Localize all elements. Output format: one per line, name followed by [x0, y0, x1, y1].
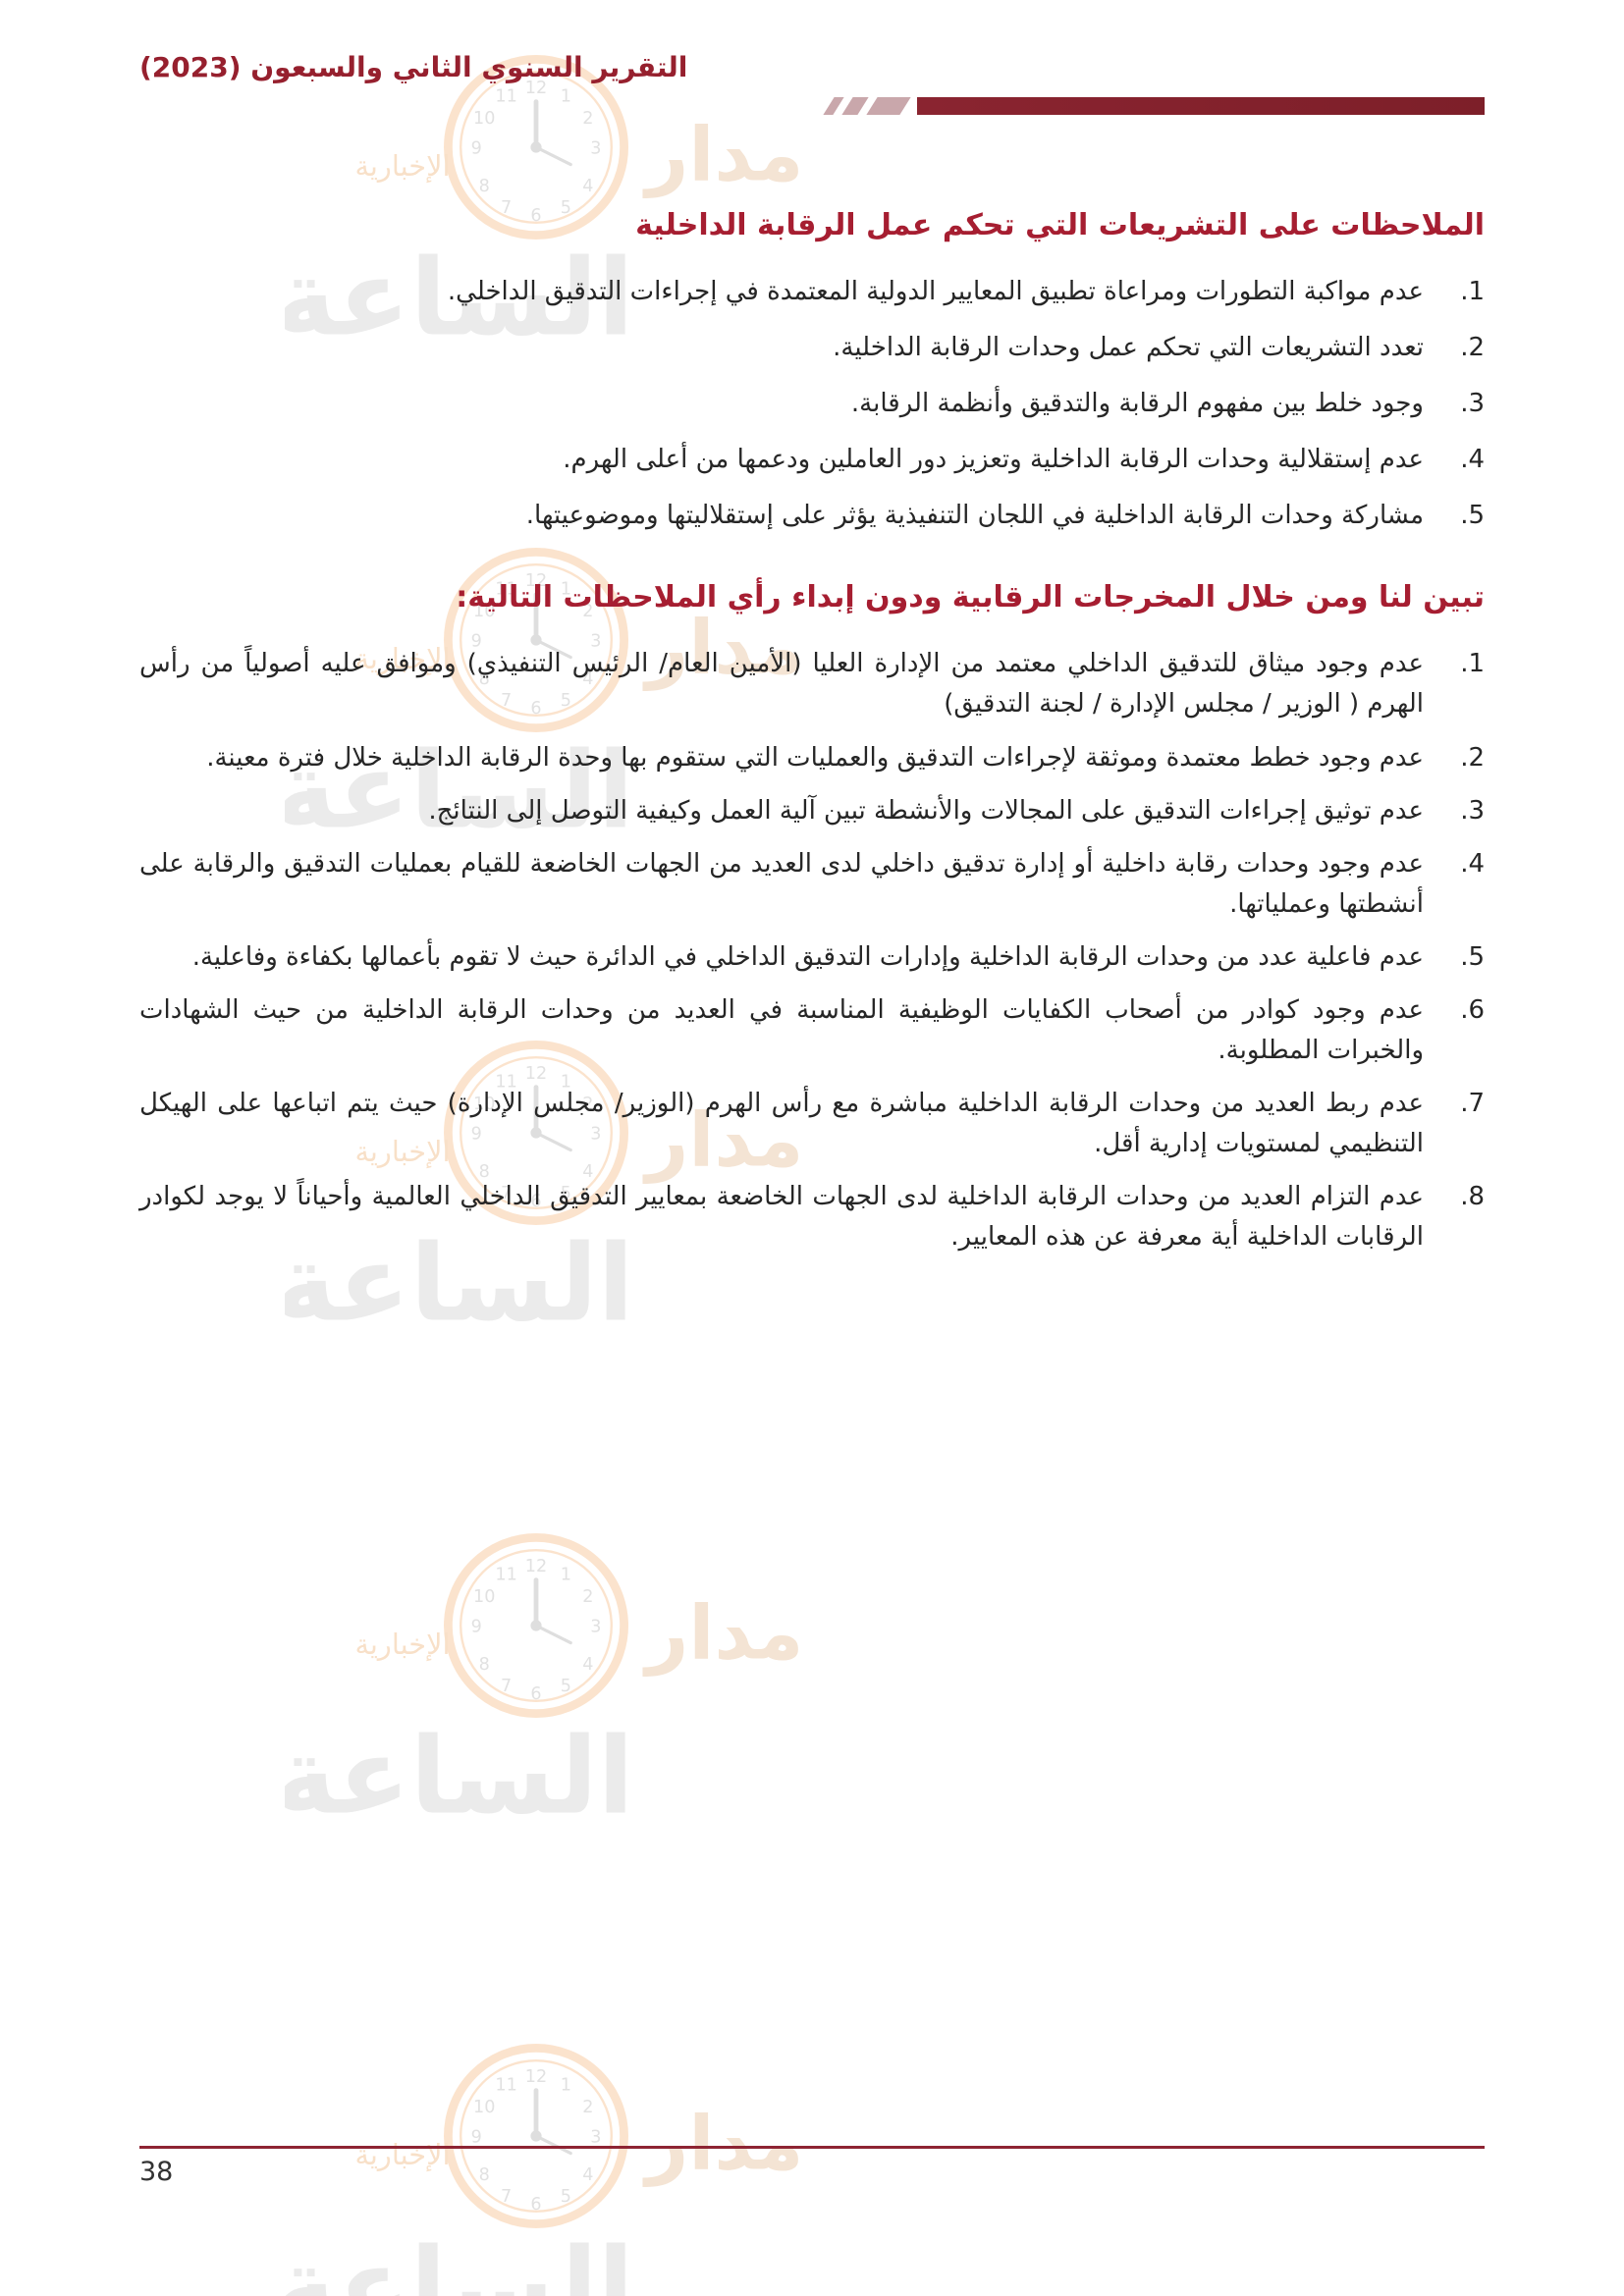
list-item — [139, 328, 1485, 368]
list-item — [139, 272, 1485, 312]
item-text: عدم وجود وحدات رقابة داخلية أو إدارة تدقيق داخلي لدى العديد من الجهات الخاضعة للقيام بعمليات التدقيق والرقابة على أنشطتها وعملياتها. — [139, 848, 1424, 919]
item-number: .3 — [1460, 795, 1485, 826]
item-number: .4 — [1460, 848, 1485, 879]
list-item — [139, 496, 1485, 536]
bar-segment — [841, 97, 868, 115]
item-text: عدم وجود كوادر من أصحاب الكفايات الوظيفية المناسبة في العديد من وحدات الرقابة الداخلية من حيث الشهادات والخبرات المطلوبة. — [139, 994, 1424, 1066]
list-item — [139, 644, 1485, 724]
list-item — [139, 1084, 1485, 1164]
item-text: مشاركة وحدات الرقابة الداخلية في اللجان التنفيذية يؤثر على إستقلاليتها وموضوعيتها. — [525, 501, 1424, 531]
section2-list — [139, 644, 1485, 1257]
item-text: عدم توثيق إجراءات التدقيق على المجالات والأنشطة تبين آلية العمل وكيفية التوصل إلى النتائج. — [428, 795, 1424, 826]
header-decorative-bar — [829, 97, 1485, 115]
item-number: .5 — [1460, 501, 1485, 531]
page-number: 38 — [139, 2157, 174, 2187]
watermark-logo — [285, 1492, 835, 1861]
item-text: عدم ربط العديد من وحدات الرقابة الداخلية مباشرة مع رأس الهرم (الوزير/ مجلس الإدارة) حيث يتم اتباعها على الهيكل التنظيمي لمستويات إدارية أقل. — [139, 1089, 1424, 1159]
list-item — [139, 990, 1485, 1071]
list-item — [139, 384, 1485, 424]
item-text: تعدد التشريعات التي تحكم عمل وحدات الرقابة الداخلية. — [833, 333, 1424, 363]
section2-heading: تبين لنا ومن خلال المخرجات الرقابية ودون إبداء رأي الملاحظات التالية: — [456, 580, 1485, 615]
item-number: .4 — [1460, 445, 1485, 475]
bar-main — [917, 97, 1485, 115]
list-item — [139, 440, 1485, 480]
list-item — [139, 844, 1485, 925]
list-item — [139, 1177, 1485, 1257]
item-text: عدم إستقلالية وحدات الرقابة الداخلية وتعزيز دور العاملين ودعمها من أعلى الهرم. — [563, 445, 1424, 475]
footer-rule — [139, 2146, 1485, 2149]
list-item — [139, 791, 1485, 831]
item-text: عدم وجود ميثاق للتدقيق الداخلي معتمد من الإدارة العليا (الأمين العام/ الرئيس التنفيذي) وموافق عليه أصولياً من رأس الهرم ( الوزير / مجلس الإدارة / لجنة التدقيق) — [139, 649, 1424, 720]
section1-list — [139, 272, 1485, 536]
item-number: .5 — [1460, 941, 1485, 972]
bar-segment — [823, 97, 843, 115]
item-number: .7 — [1460, 1089, 1485, 1119]
item-text: وجود خلط بين مفهوم الرقابة والتدقيق وأنظمة الرقابة. — [850, 389, 1424, 419]
item-number: .8 — [1460, 1182, 1485, 1212]
item-text: عدم وجود خطط معتمدة وموثقة لإجراءات التدقيق والعمليات التي ستقوم بها وحدة الرقابة الداخلية خلال فترة معينة. — [206, 742, 1424, 773]
report-header-title: التقرير السنوي الثاني والسبعون (2023) — [139, 51, 688, 83]
item-text: عدم التزام العديد من وحدات الرقابة الداخلية لدى الجهات الخاضعة بمعايير التدقيق الداخلي العالمية وأحياناً لا يوجد لكوادر الرقابات الداخلية أية معرفة عن هذه المعايير. — [139, 1182, 1424, 1253]
item-number: .3 — [1460, 389, 1485, 419]
item-number: .1 — [1460, 277, 1485, 306]
item-number: .1 — [1460, 649, 1485, 679]
page-footer — [139, 2146, 1485, 2187]
section1-heading: الملاحظات على التشريعات التي تحكم عمل الرقابة الداخلية — [635, 208, 1485, 242]
list-item — [139, 937, 1485, 978]
item-number: .2 — [1460, 742, 1485, 773]
item-number: .6 — [1460, 994, 1485, 1025]
item-text: عدم مواكبة التطورات ومراعاة تطبيق المعايير الدولية المعتمدة في إجراءات التدقيق الداخلي. — [447, 277, 1424, 306]
list-item — [139, 738, 1485, 778]
item-text: عدم فاعلية عدد من وحدات الرقابة الداخلية وإدارات التدقيق الداخلي في الدائرة حيث لا تقوم بأعمالها بكفاءة وفاعلية. — [191, 941, 1424, 972]
item-number: .2 — [1460, 333, 1485, 363]
bar-segment — [866, 97, 910, 115]
